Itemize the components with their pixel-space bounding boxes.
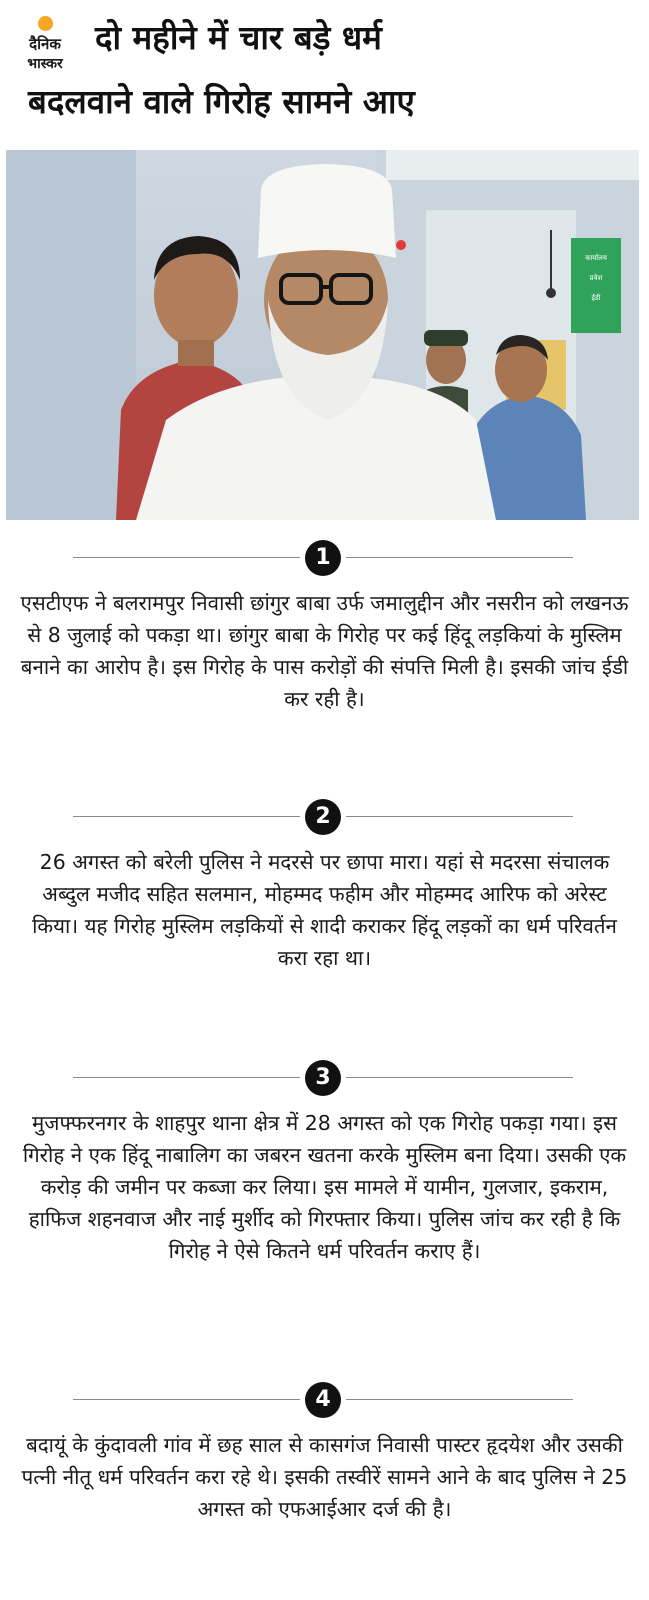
logo-line-1: दैनिक xyxy=(29,35,61,53)
section-number-badge: 2 xyxy=(305,799,341,835)
section-number-badge: 3 xyxy=(305,1060,341,1096)
headline-line-1: दो महीने में चार बड़े धर्म xyxy=(95,18,382,57)
section-text: मुजफ्फरनगर के शाहपुर थाना क्षेत्र में 28 अगस्त को एक गिरोह पकड़ा गया। इस गिरोह ने एक हिंदू नाबालिग का जबरन खतना करके मुस्लिम बना दिया। उसकी एक करोड़ की जमीन पर कब्जा कर लिया। इस मामले में यामीन, गुलजार, इकराम, हाफिज शहनवाज और नाई मुर्शीद को गिरफ्तार किया। पुलिस जांच कर रही है कि गिरोह ने ऐसे कितने धर्म परिवर्तन कराए हैं। xyxy=(22,1111,627,1263)
sign-text-3: ईडी xyxy=(591,294,601,302)
header xyxy=(0,0,649,145)
news-photo xyxy=(6,150,639,520)
headline-line-2: बदलवाने वाले गिरोह सामने आए xyxy=(28,82,415,121)
sign-text-1: कार्यालय xyxy=(585,254,607,262)
sign-text-2: प्रवेश xyxy=(589,274,603,282)
sun-icon xyxy=(38,16,53,31)
section-number-badge: 4 xyxy=(305,1382,341,1418)
section-text: 26 अगस्त को बरेली पुलिस ने मदरसे पर छापा मारा। यहां से मदरसा संचालक अब्दुल मजीद सहित सलमान, मोहम्मद फहीम और मोहम्मद आरिफ को अरेस्ट किया। यह गिरोह मुस्लिम लड़कियों से शादी कराकर हिंदू लड़कों का धर्म परिवर्तन करा रहा था। xyxy=(32,850,617,970)
logo-line-2: भास्कर xyxy=(27,56,63,72)
green-sign xyxy=(571,238,621,333)
section-number-badge: 1 xyxy=(305,540,341,576)
section-text: एसटीएफ ने बलरामपुर निवासी छांगुर बाबा उर्फ जमालुद्दीन और नसरीन को लखनऊ से 8 जुलाई को पकड़ा था। छांगुर बाबा के गिरोह पर कई हिंदू लड़कियां के मुस्लिम बनाने का आरोप है। इस गिरोह के पास करोड़ों की संपत्ति मिली है। इसकी जांच ईडी कर रही है। xyxy=(20,591,629,711)
dainik-bhaskar-logo xyxy=(12,12,78,78)
photo-illustration xyxy=(6,150,639,520)
section-text: बदायूं के कुंदावली गांव में छह साल से कासगंज निवासी पास्टर हृदयेश और उसकी पत्नी नीतू धर्म परिवर्तन करा रहे थे। इसकी तस्वीरें सामने आने के बाद पुलिस ने 25 अगस्त को एफआईआर दर्ज की है। xyxy=(21,1433,628,1521)
